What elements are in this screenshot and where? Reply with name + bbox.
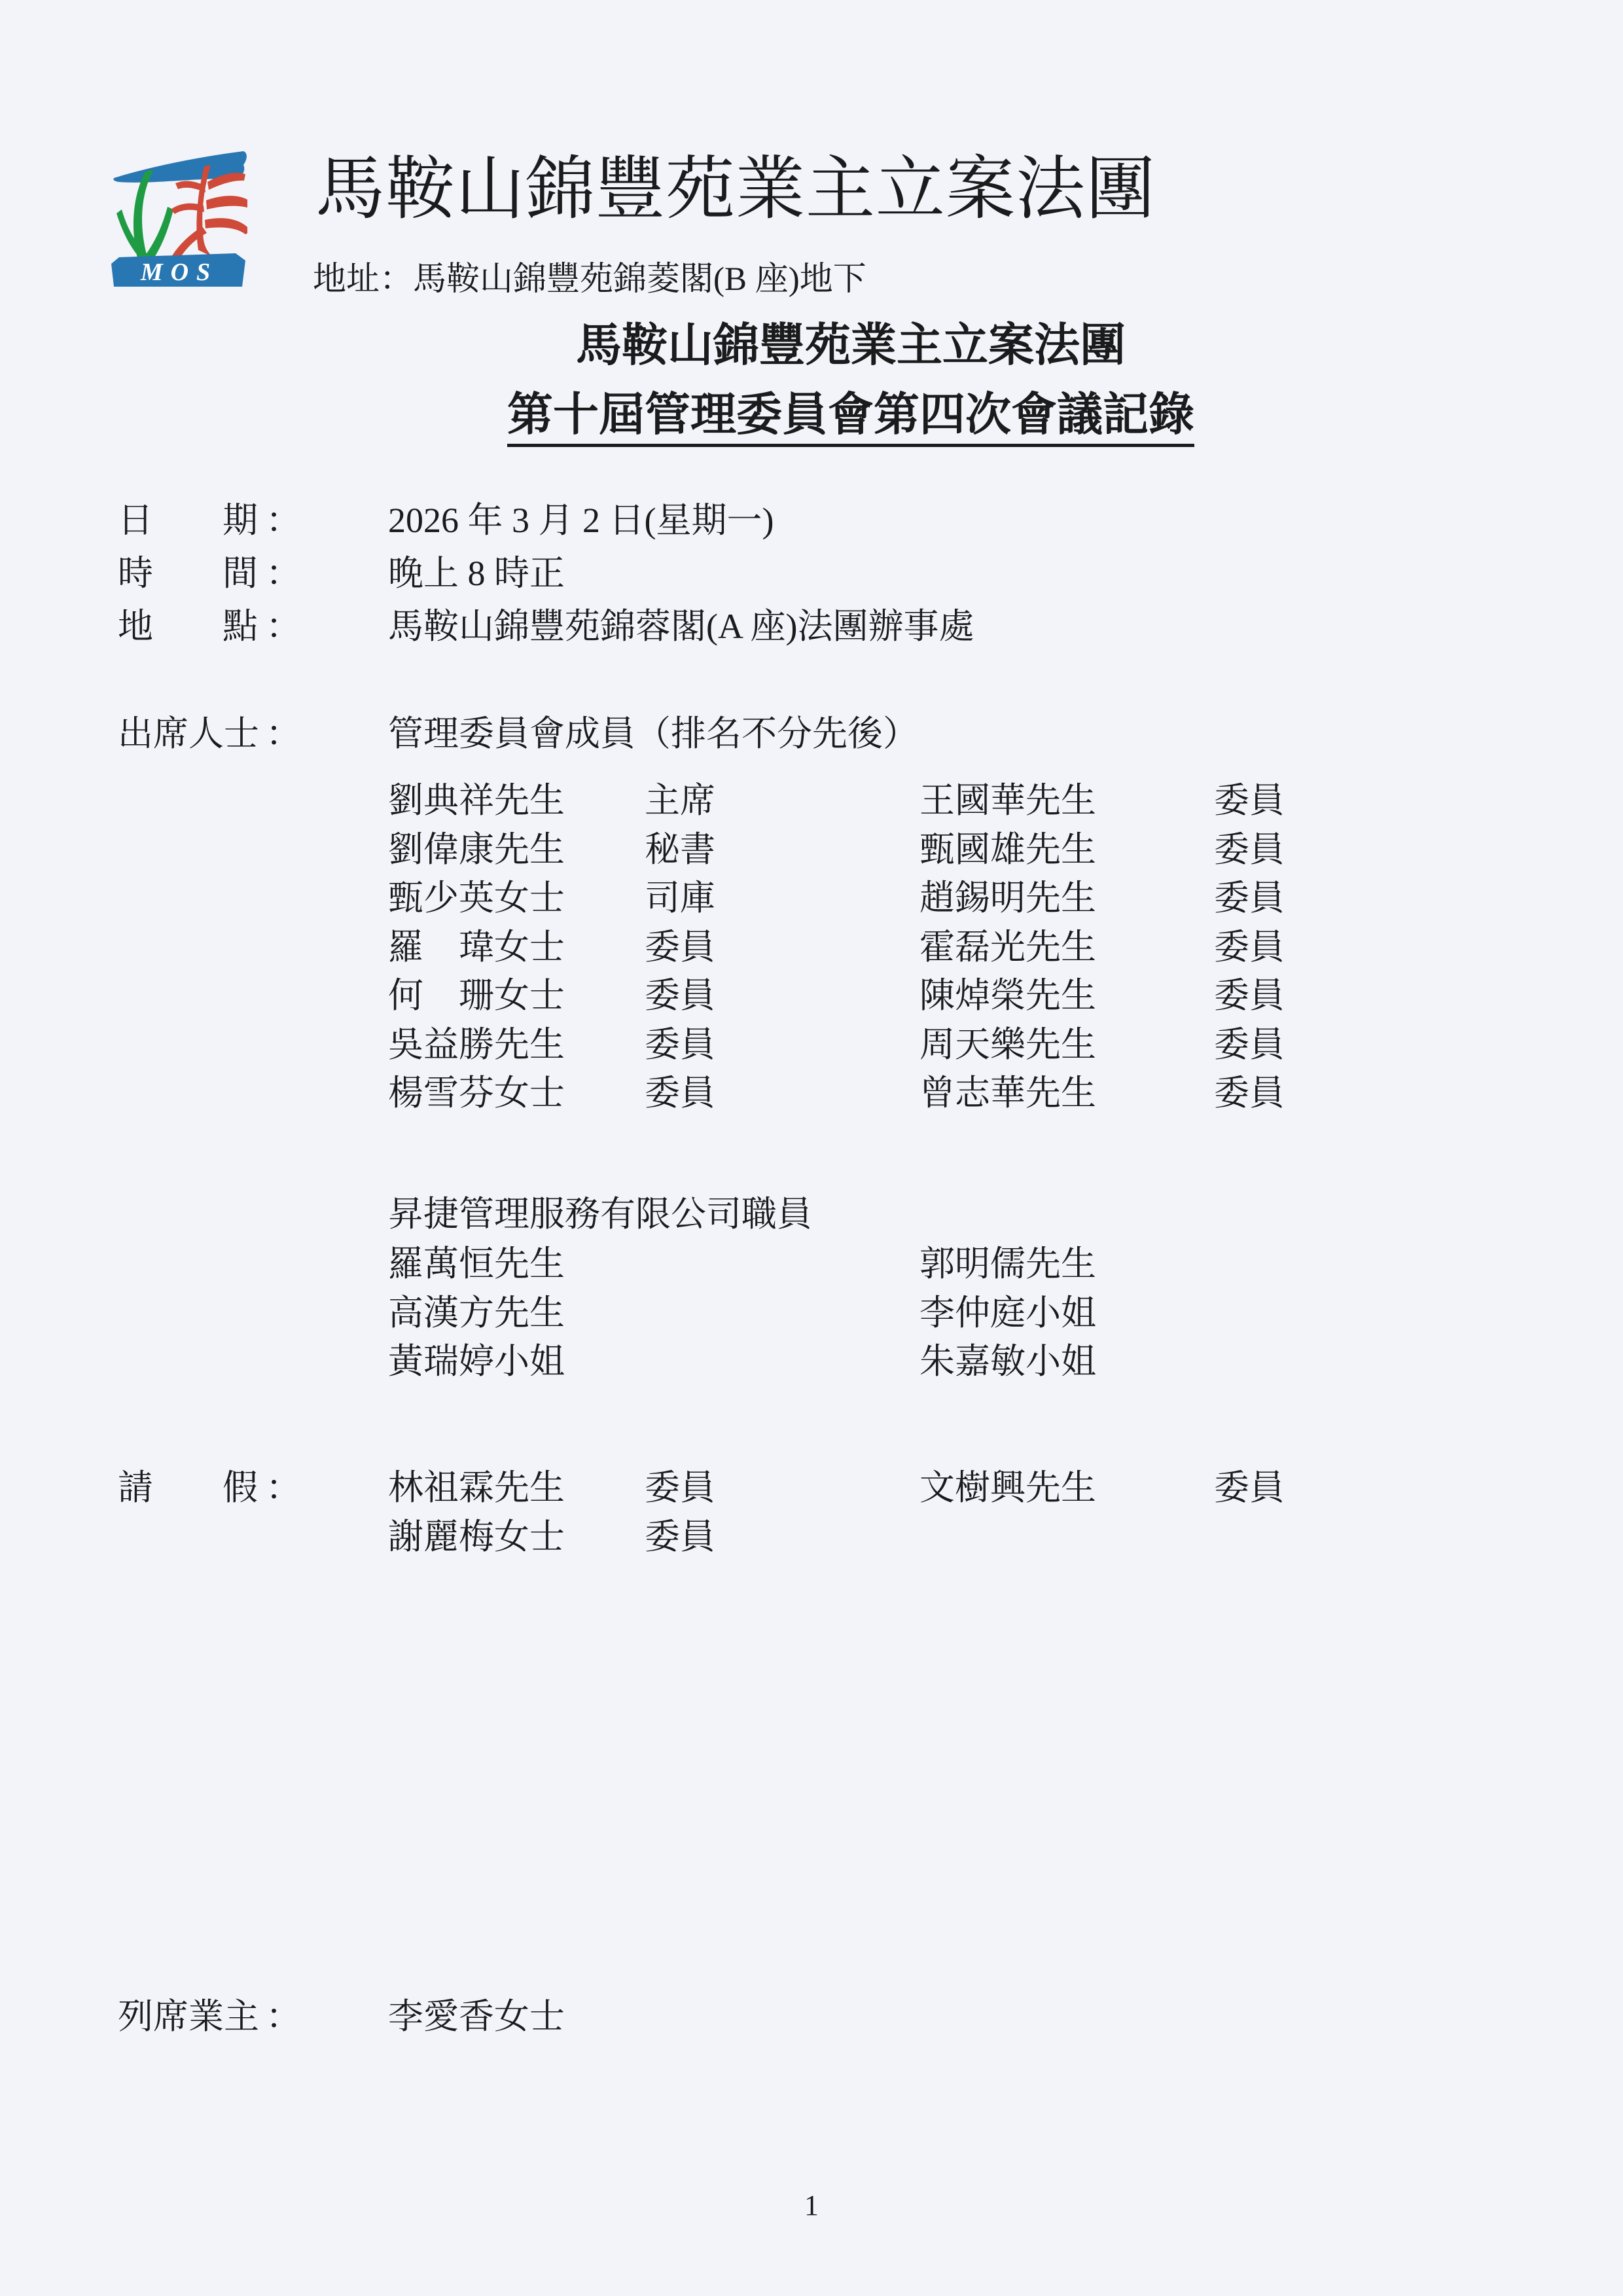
member-name: 曾志華先生 bbox=[919, 1073, 1096, 1113]
staff-name: 朱嘉敏小姐 bbox=[919, 1342, 1096, 1381]
leave-label: 請假 bbox=[118, 1468, 258, 1507]
observer-name: 李愛香女士 bbox=[388, 1997, 565, 2036]
staff-name: 郭明儒先生 bbox=[919, 1244, 1096, 1283]
date-colon: ： bbox=[266, 501, 301, 540]
member-row bbox=[118, 829, 1285, 881]
staff-name: 羅萬恒先生 bbox=[388, 1244, 565, 1283]
member-row bbox=[118, 781, 1285, 832]
staff-name: 黃瑞婷小姐 bbox=[388, 1342, 565, 1381]
meta-row-date bbox=[118, 501, 774, 556]
member-role: 司庫 bbox=[645, 878, 715, 918]
meta-row-venue bbox=[118, 607, 974, 662]
staff-row bbox=[388, 1244, 1096, 1295]
doc-title-line2 bbox=[0, 390, 1623, 447]
page-number: 1 bbox=[804, 2189, 819, 2221]
logo-acronym: MOS bbox=[140, 259, 219, 286]
leave-name: 謝麗梅女士 bbox=[388, 1517, 565, 1556]
meeting-meta bbox=[118, 501, 974, 662]
member-role: 委員 bbox=[1214, 976, 1285, 1015]
staff-section bbox=[388, 1194, 1096, 1393]
date-value: 2026 年 3 月 2 日(星期一) bbox=[388, 501, 774, 540]
venue-colon: ： bbox=[266, 607, 301, 646]
leave-row bbox=[118, 1517, 715, 1568]
staff-name: 高漢方先生 bbox=[388, 1293, 565, 1333]
member-name: 趙錫明先生 bbox=[919, 878, 1096, 918]
leave-row bbox=[118, 1468, 1285, 1519]
date-label: 日期 bbox=[118, 501, 258, 540]
member-name: 何 珊女士 bbox=[388, 976, 565, 1015]
member-role: 委員 bbox=[645, 1024, 715, 1064]
attendees-colon: ： bbox=[266, 714, 301, 753]
attendees-section bbox=[118, 714, 1285, 1124]
observer-label: 列席業主 bbox=[118, 1997, 259, 2036]
staff-group-title: 昇捷管理服務有限公司職員 bbox=[388, 1194, 812, 1234]
member-name: 劉典祥先生 bbox=[388, 781, 565, 820]
member-role: 委員 bbox=[1214, 1073, 1285, 1113]
member-role: 委員 bbox=[645, 927, 715, 967]
member-row bbox=[118, 976, 1285, 1027]
member-role: 委員 bbox=[645, 1073, 715, 1113]
venue-label: 地點 bbox=[118, 607, 258, 646]
member-row bbox=[118, 878, 1285, 929]
member-role: 委員 bbox=[1214, 1024, 1285, 1064]
member-name: 周天樂先生 bbox=[919, 1024, 1096, 1064]
member-row bbox=[118, 927, 1285, 978]
member-name: 羅 瑋女士 bbox=[388, 927, 565, 967]
mos-logo-icon bbox=[111, 148, 247, 291]
time-label: 時間 bbox=[118, 554, 258, 593]
member-role: 委員 bbox=[1214, 781, 1285, 820]
member-name: 吳益勝先生 bbox=[388, 1024, 565, 1064]
attendees-group-title: 管理委員會成員（排名不分先後） bbox=[388, 714, 918, 753]
leave-role: 委員 bbox=[645, 1468, 715, 1507]
attendees-header bbox=[118, 714, 918, 783]
leave-section bbox=[118, 1468, 1285, 1568]
leave-colon: ： bbox=[266, 1468, 301, 1507]
observer-colon: ： bbox=[266, 1997, 301, 2036]
member-name: 王國華先生 bbox=[919, 781, 1096, 820]
member-name: 劉偉康先生 bbox=[388, 829, 565, 869]
member-role: 委員 bbox=[645, 976, 715, 1015]
observer-row bbox=[118, 1997, 565, 2036]
venue-value: 馬鞍山錦豐苑錦蓉閣(A 座)法團辦事處 bbox=[388, 607, 974, 646]
member-name: 甄少英女士 bbox=[388, 878, 565, 918]
time-colon: ： bbox=[266, 554, 301, 593]
member-name: 陳焯榮先生 bbox=[919, 976, 1096, 1015]
member-role: 委員 bbox=[1214, 829, 1285, 869]
staff-name: 李仲庭小姐 bbox=[919, 1293, 1096, 1333]
doc-title-line1: 馬鞍山錦豐苑業主立案法團 bbox=[576, 321, 1126, 371]
member-name: 楊雪芬女士 bbox=[388, 1073, 565, 1113]
doc-title-line2-text: 第十屆管理委員會第四次會議記錄 bbox=[507, 393, 1194, 447]
member-role: 秘書 bbox=[645, 829, 715, 869]
leave-role: 委員 bbox=[645, 1517, 715, 1556]
doc-title bbox=[0, 323, 1623, 447]
staff-row bbox=[388, 1293, 1096, 1344]
leave-role: 委員 bbox=[1214, 1468, 1285, 1507]
org-address: 地址：馬鞍山錦豐苑錦菱閣(B 座)地下 bbox=[313, 261, 866, 298]
member-role: 主席 bbox=[645, 781, 715, 820]
member-role: 委員 bbox=[1214, 927, 1285, 967]
org-name: 馬鞍山錦豐苑業主立案法團 bbox=[315, 151, 1156, 228]
attendees-label: 出席人士 bbox=[118, 714, 259, 753]
staff-row bbox=[388, 1342, 1096, 1393]
leave-name: 林祖霖先生 bbox=[388, 1468, 565, 1507]
member-row bbox=[118, 1073, 1285, 1124]
time-value: 晚上 8 時正 bbox=[388, 554, 565, 593]
observer-section bbox=[118, 1997, 565, 2036]
member-name: 霍磊光先生 bbox=[919, 927, 1096, 967]
member-role: 委員 bbox=[1214, 878, 1285, 918]
member-name: 甄國雄先生 bbox=[919, 829, 1096, 869]
member-row bbox=[118, 1024, 1285, 1076]
leave-name: 文樹興先生 bbox=[919, 1468, 1096, 1507]
org-logo bbox=[111, 148, 247, 291]
meta-row-time bbox=[118, 554, 565, 609]
